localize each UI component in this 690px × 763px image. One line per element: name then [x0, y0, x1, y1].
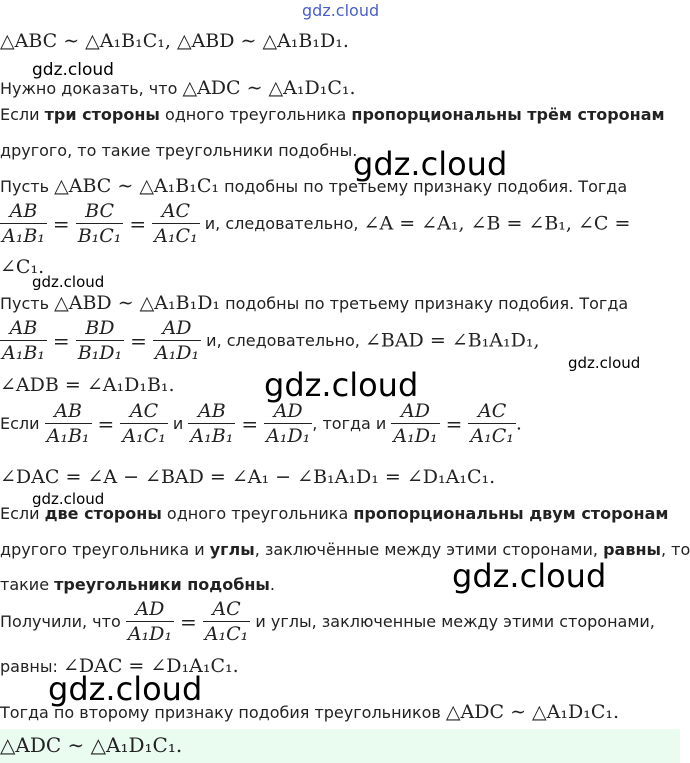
criterion2-line [0, 504, 680, 523]
ratio-abc-line: $\frac{AB}{\text{A₁B₁}}$ = $\frac{BC}{\text{B₁C₁}}$ = $\frac{AC}{\text{A₁C₁}}$ и, следовательно, ∠A = ∠A₁, ∠B = ∠B₁, ∠C = [2, 200, 631, 247]
goal-text: Нужно доказать, что [0, 79, 183, 98]
math: △ABC ∼ △A₁B₁C₁ [54, 175, 220, 197]
bold-text: пропорциональны двум сторонам [353, 504, 669, 523]
text: , заключённые между этими сторонами, [254, 540, 604, 559]
text: Если [0, 105, 45, 124]
criterion2-line-3 [0, 575, 680, 594]
text: Если [0, 504, 45, 523]
fraction: $\frac{AB}{\text{A₁B₁}}$ [46, 400, 90, 447]
math: △ADC ∼ △A₁D₁C₁. [445, 701, 620, 723]
obtained-line: Получили, что $\frac{AD}{\text{A₁D₁}}$ = $\frac{AC}{\text{A₁C₁}}$ и углы, заключенные между этими сторонами, [0, 598, 655, 645]
fraction: $\frac{AD}{\text{A₁D₁}}$ [154, 317, 200, 364]
let-abd-line [0, 292, 680, 314]
fraction: $\frac{AB}{\text{A₁B₁}}$ [190, 400, 234, 447]
bold-text: углы [209, 540, 255, 559]
watermark: gdz.cloud [32, 490, 105, 508]
criterion3-line-2: другого, то такие треугольники подобны. [0, 141, 358, 160]
text: Получили, что [0, 612, 126, 631]
text: Пусть [0, 294, 55, 313]
text: одного треугольника [161, 504, 354, 523]
if-ratios-line: Если $\frac{AB}{\text{A₁B₁}}$ = $\frac{AC}{\text{A₁C₁}}$ и $\frac{AB}{\text{A₁B₁}}$ = $\frac{AD}{\text{A₁D₁}}$ , тогда и $\frac{AD}{\text{A₁D₁}}$ = $\frac{AC}{\text{A₁C₁}}$ . [0, 400, 522, 447]
watermark: gdz.cloud [568, 354, 641, 372]
text: Пусть [0, 177, 55, 196]
goal-line [0, 77, 680, 99]
angle-c-line: ∠C₁. [0, 256, 45, 278]
goal-math: △ADC ∼ △A₁D₁C₁. [182, 77, 356, 99]
bold-text: пропорциональны трём сторонам [351, 105, 665, 124]
watermark: gdz.cloud [32, 273, 105, 291]
angle-dac-line: ∠DAC = ∠A − ∠BAD = ∠A₁ − ∠B₁A₁D₁ = ∠D₁A₁C₁. [0, 466, 496, 488]
text: другого треугольника и [0, 540, 210, 559]
watermark: gdz.cloud [353, 145, 508, 183]
fraction: $\frac{AC}{\text{A₁C₁}}$ [122, 400, 166, 447]
criterion3-line [0, 105, 680, 124]
watermark: gdz.cloud [452, 557, 607, 595]
fraction: $\frac{AD}{\text{A₁D₁}}$ [393, 400, 438, 447]
text: такие [0, 575, 55, 594]
watermark-top: gdz.cloud [302, 1, 380, 20]
text: Тогда по второму признаку подобия треугольников [0, 703, 446, 722]
text: одного треугольника [159, 105, 352, 124]
angles: ∠A = ∠A₁, ∠B = ∠B₁, ∠C = [363, 212, 631, 235]
fraction: $\frac{AD}{\text{A₁D₁}}$ [266, 400, 311, 447]
text: . [269, 575, 275, 594]
text: равны: [0, 657, 63, 676]
angle-adb-line: ∠ADB = ∠A₁D₁B₁. [0, 374, 175, 396]
math: △ABD ∼ △A₁B₁D₁ [54, 292, 221, 314]
fraction: $\frac{BC}{\text{B₁C₁}}$ [77, 200, 122, 247]
watermark: gdz.cloud [264, 366, 419, 404]
let-abc-line [0, 175, 680, 197]
text: Если [0, 414, 45, 433]
text: и, следовательно, [199, 214, 364, 233]
answer-text: △ADC ∼ △A₁D₁C₁. [0, 733, 183, 757]
fraction: $\frac{AD}{\text{A₁D₁}}$ [127, 598, 173, 645]
text: и, следовательно, [201, 331, 365, 350]
text: подобны по третьему признаку подобия. Тогда [219, 177, 628, 196]
answer-box [0, 729, 680, 763]
text: и [167, 414, 189, 433]
bold-text: три стороны [44, 105, 160, 124]
fraction: $\frac{AB}{\text{A₁B₁}}$ [2, 200, 45, 247]
angles: ∠BAD = ∠B₁A₁D₁, [364, 329, 540, 352]
math: ∠DAC = ∠D₁A₁C₁. [62, 655, 239, 677]
watermark: gdz.cloud [32, 60, 114, 80]
conclusion-line [0, 701, 680, 723]
text: подобны по третьему признаку подобия. Тогда [220, 294, 629, 313]
text: и углы, заключенные между этими сторонами, [250, 612, 655, 631]
bold-text: две стороны [44, 504, 162, 523]
bold-text: треугольники подобны [54, 575, 270, 594]
fraction: $\frac{AC}{\text{A₁C₁}}$ [154, 200, 198, 247]
fraction: $\frac{AB}{\text{A₁B₁}}$ [2, 317, 45, 364]
ratio-abd-line: $\frac{AB}{\text{A₁B₁}}$ = $\frac{BD}{\text{B₁D₁}}$ = $\frac{AD}{\text{A₁D₁}}$ и, следовательно, ∠BAD = ∠B₁A₁D₁, [2, 317, 540, 364]
text: , тогда и [312, 414, 392, 433]
fraction: $\frac{AC}{\text{A₁C₁}}$ [470, 400, 514, 447]
fraction: $\frac{AC}{\text{A₁C₁}}$ [204, 598, 249, 645]
criterion2-line-2 [0, 540, 690, 559]
watermark: gdz.cloud [48, 670, 203, 708]
given-line: △ABC ∼ △A₁B₁C₁, △ABD ∼ △A₁B₁D₁. [0, 30, 349, 52]
equal-angles-line [0, 655, 680, 677]
bold-text: равны [603, 540, 661, 559]
text: , то [660, 540, 690, 559]
fraction: $\frac{BD}{\text{B₁D₁}}$ [77, 317, 123, 364]
